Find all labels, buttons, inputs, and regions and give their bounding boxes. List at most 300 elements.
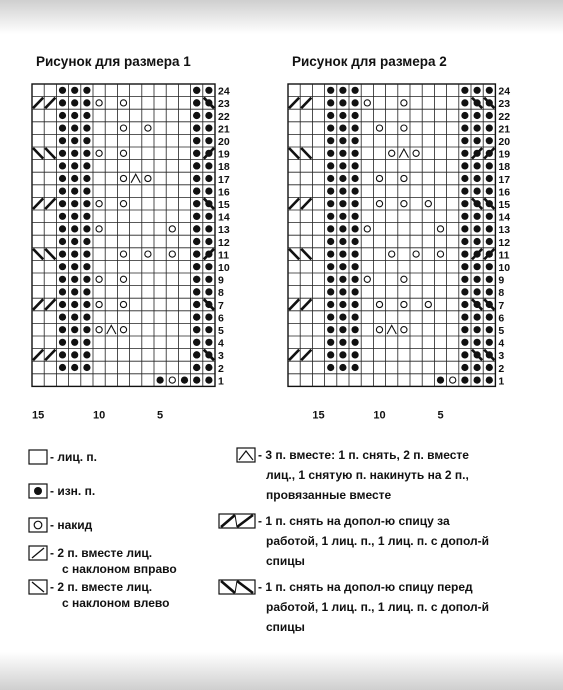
purl-stitch-mark	[461, 364, 468, 371]
purl-stitch-mark	[193, 364, 200, 371]
purl-stitch-mark	[83, 301, 90, 308]
purl-stitch-mark	[339, 351, 346, 358]
legend-cross-front	[218, 578, 558, 640]
purl-stitch-mark	[486, 137, 493, 144]
purl-stitch-mark	[486, 188, 493, 195]
purl-stitch-mark	[71, 99, 78, 106]
legend-k2tog-left-line1: - 2 п. вместе лиц.	[50, 580, 153, 594]
row-number-label: 24	[218, 85, 230, 98]
purl-stitch-mark	[71, 112, 78, 119]
purl-stitch-mark	[71, 263, 78, 270]
purl-stitch-mark	[339, 326, 346, 333]
purl-stitch-mark	[193, 188, 200, 195]
purl-stitch-mark	[205, 276, 212, 283]
purl-stitch-mark	[486, 238, 493, 245]
purl-stitch-mark	[352, 112, 359, 119]
purl-stitch-mark	[205, 188, 212, 195]
purl-stitch-mark	[437, 377, 444, 384]
purl-stitch-mark	[71, 200, 78, 207]
purl-stitch-mark	[83, 339, 90, 346]
chart-1-title: Рисунок для размера 1	[36, 54, 191, 69]
purl-stitch-mark	[461, 314, 468, 321]
row-number-label: 6	[498, 312, 505, 325]
purl-stitch-mark	[327, 351, 334, 358]
purl-stitch-mark	[339, 137, 346, 144]
cross-front-icon	[218, 579, 256, 595]
purl-stitch-mark	[474, 276, 481, 283]
purl-stitch-mark	[205, 162, 212, 169]
purl-stitch-mark	[486, 112, 493, 119]
purl-stitch-mark	[193, 99, 200, 106]
row-number-label: 13	[498, 224, 511, 237]
row-number-label: 11	[498, 249, 510, 262]
row-number-label: 12	[498, 236, 511, 249]
purl-stitch-mark	[486, 87, 493, 94]
purl-stitch-mark	[461, 301, 468, 308]
purl-stitch-mark	[157, 377, 164, 384]
legend-cross-back	[218, 512, 558, 574]
purl-stitch-mark	[193, 314, 200, 321]
purl-stitch-mark	[193, 150, 200, 157]
purl-stitch-mark	[461, 238, 468, 245]
purl-stitch-mark	[486, 162, 493, 169]
purl-stitch-mark	[474, 213, 481, 220]
row-number-label: 12	[218, 236, 230, 249]
purl-stitch-mark	[486, 175, 493, 182]
row-number-label: 18	[218, 161, 230, 174]
purl-stitch-mark	[193, 301, 200, 308]
purl-stitch-mark	[59, 225, 66, 232]
purl-stitch-mark	[327, 87, 334, 94]
purl-stitch-mark	[71, 301, 78, 308]
legend-k2tog-right-line2: с наклоном вправо	[62, 562, 177, 576]
row-number-label: 4	[218, 337, 224, 350]
purl-stitch-mark	[461, 263, 468, 270]
purl-stitch-mark	[486, 125, 493, 132]
purl-stitch-mark	[71, 276, 78, 283]
purl-stitch-mark	[181, 377, 188, 384]
purl-stitch-mark	[71, 150, 78, 157]
purl-stitch-mark	[327, 225, 334, 232]
legend-k2tog-right	[28, 544, 248, 580]
legend-k2tog-right-line1: - 2 п. вместе лиц.	[50, 546, 153, 560]
purl-stitch-mark	[193, 137, 200, 144]
purl-stitch-mark	[193, 162, 200, 169]
purl-stitch-mark	[352, 263, 359, 270]
purl-stitch-mark	[83, 137, 90, 144]
purl-stitch-mark	[339, 364, 346, 371]
purl-stitch-mark	[461, 125, 468, 132]
row-number-label: 9	[498, 274, 505, 287]
purl-stitch-mark	[327, 364, 334, 371]
purl-stitch-mark	[193, 288, 200, 295]
purl-stitch-mark	[83, 288, 90, 295]
purl-stitch-mark	[339, 87, 346, 94]
purl-stitch-mark	[339, 112, 346, 119]
purl-stitch-mark	[339, 225, 346, 232]
purl-stitch-mark	[339, 339, 346, 346]
purl-stitch-mark	[83, 175, 90, 182]
purl-stitch-mark	[474, 288, 481, 295]
purl-stitch-mark	[339, 288, 346, 295]
legend-purl-text: - изн. п.	[50, 484, 96, 498]
k2tog-right-slant-icon	[28, 545, 48, 561]
knit-stitch-icon	[28, 449, 48, 465]
row-number-label: 19	[498, 148, 511, 161]
column-tick-label: 5	[437, 409, 444, 422]
purl-stitch-mark	[352, 213, 359, 220]
purl-stitch-mark	[327, 238, 334, 245]
legend-knit	[28, 448, 248, 468]
purl-stitch-mark	[83, 99, 90, 106]
purl-stitch-mark	[327, 99, 334, 106]
legend-k3tog	[236, 446, 556, 502]
purl-stitch-mark	[205, 213, 212, 220]
row-number-label: 13	[218, 224, 230, 237]
purl-stitch-mark	[193, 377, 200, 384]
knitting-chart-size-2	[276, 82, 562, 422]
purl-stitch-mark	[59, 276, 66, 283]
purl-stitch-mark	[59, 200, 66, 207]
row-number-label: 15	[218, 199, 230, 211]
column-tick-label: 15	[31, 409, 45, 422]
purl-stitch-mark	[83, 326, 90, 333]
legend-cross-front-line2: работой, 1 лиц. п., 1 лиц. п. с допол-й	[266, 600, 490, 614]
row-number-label: 14	[218, 211, 230, 224]
purl-stitch-mark	[474, 225, 481, 232]
purl-stitch-mark	[461, 112, 468, 119]
purl-stitch-mark	[205, 87, 212, 94]
purl-stitch-mark	[83, 251, 90, 258]
purl-stitch-mark	[59, 99, 66, 106]
purl-stitch-mark	[59, 288, 66, 295]
purl-stitch-mark	[339, 175, 346, 182]
purl-stitch-mark	[71, 339, 78, 346]
purl-stitch-mark	[339, 251, 346, 258]
purl-stitch-mark	[59, 137, 66, 144]
purl-stitch-mark	[339, 314, 346, 321]
purl-stitch-mark	[71, 326, 78, 333]
row-number-label: 3	[498, 350, 505, 363]
purl-stitch-mark	[474, 175, 481, 182]
row-number-label: 4	[498, 337, 505, 350]
purl-stitch-mark	[59, 162, 66, 169]
purl-stitch-mark	[352, 301, 359, 308]
legend-k3tog-line1: - 3 п. вместе: 1 п. снять, 2 п. вместе	[258, 448, 469, 462]
row-number-label: 10	[218, 262, 230, 274]
purl-stitch-mark	[339, 301, 346, 308]
row-number-label: 1	[218, 375, 224, 388]
purl-stitch-mark	[59, 364, 66, 371]
purl-stitch-mark	[474, 125, 481, 132]
legend-k2tog-left-line2: с наклоном влево	[62, 596, 170, 610]
purl-stitch-mark	[83, 125, 90, 132]
purl-stitch-mark	[193, 112, 200, 119]
purl-stitch-mark	[193, 125, 200, 132]
purl-stitch-mark	[59, 301, 66, 308]
purl-stitch-mark	[474, 263, 481, 270]
purl-stitch-mark	[193, 175, 200, 182]
purl-stitch-mark	[352, 364, 359, 371]
purl-stitch-mark	[474, 364, 481, 371]
row-number-label: 14	[498, 211, 511, 224]
purl-stitch-mark	[352, 87, 359, 94]
purl-stitch-mark	[59, 238, 66, 245]
purl-stitch-mark	[461, 99, 468, 106]
purl-stitch-mark	[352, 326, 359, 333]
purl-stitch-mark	[193, 87, 200, 94]
column-tick-label: 10	[92, 409, 106, 422]
row-number-label: 5	[498, 325, 505, 337]
purl-stitch-mark	[486, 276, 493, 283]
purl-stitch-mark	[59, 351, 66, 358]
purl-stitch-mark	[474, 188, 481, 195]
purl-stitch-mark	[83, 112, 90, 119]
purl-stitch-mark	[193, 339, 200, 346]
row-number-label: 23	[218, 98, 230, 111]
row-number-label: 2	[218, 362, 224, 375]
purl-stitch-mark	[474, 339, 481, 346]
purl-stitch-mark	[352, 200, 359, 207]
purl-stitch-mark	[193, 263, 200, 270]
purl-stitch-mark	[461, 213, 468, 220]
purl-stitch-mark	[327, 276, 334, 283]
purl-stitch-mark	[352, 225, 359, 232]
purl-stitch-mark	[461, 137, 468, 144]
purl-stitch-mark	[339, 238, 346, 245]
purl-stitch-mark	[474, 137, 481, 144]
purl-stitch-mark	[339, 125, 346, 132]
row-number-label: 11	[218, 249, 230, 262]
purl-stitch-mark	[83, 314, 90, 321]
purl-stitch-mark	[59, 251, 66, 258]
row-number-label: 8	[498, 287, 505, 300]
purl-stitch-mark	[193, 326, 200, 333]
row-number-label: 15	[498, 199, 511, 211]
purl-stitch-mark	[83, 225, 90, 232]
purl-stitch-mark	[71, 251, 78, 258]
purl-stitch-mark	[352, 99, 359, 106]
bottom-shadow-band	[0, 652, 563, 690]
column-tick-label: 15	[312, 409, 325, 422]
purl-stitch-mark	[59, 112, 66, 119]
purl-stitch-mark	[83, 364, 90, 371]
purl-stitch-mark	[352, 162, 359, 169]
purl-stitch-mark	[486, 339, 493, 346]
purl-stitch-mark	[474, 112, 481, 119]
top-shadow-band	[0, 0, 563, 34]
purl-stitch-mark	[352, 188, 359, 195]
purl-stitch-mark	[59, 263, 66, 270]
purl-stitch-mark	[327, 263, 334, 270]
purl-stitch-mark	[474, 162, 481, 169]
purl-stitch-mark	[352, 251, 359, 258]
purl-stitch-mark	[59, 125, 66, 132]
purl-stitch-mark	[339, 99, 346, 106]
legend-cross-front-line1: - 1 п. снять на допол-ю спицу перед	[258, 580, 473, 594]
row-number-label: 24	[498, 85, 511, 98]
purl-stitch-mark	[205, 225, 212, 232]
purl-stitch-mark	[474, 326, 481, 333]
purl-stitch-mark	[339, 188, 346, 195]
legend-yarn-over	[28, 516, 248, 536]
purl-stitch-mark	[193, 276, 200, 283]
row-number-label: 20	[498, 136, 511, 148]
purl-stitch-mark	[461, 251, 468, 258]
row-number-label: 16	[498, 186, 511, 199]
purl-stitch-mark	[59, 150, 66, 157]
purl-stitch-mark	[474, 238, 481, 245]
purl-stitch-mark	[71, 238, 78, 245]
legend-k3tog-line3: провязанные вместе	[266, 488, 392, 502]
legend-cross-front-line3: спицы	[266, 620, 305, 634]
purl-stitch-mark	[83, 150, 90, 157]
row-number-label: 2	[498, 362, 505, 375]
purl-stitch-mark	[461, 288, 468, 295]
row-number-label: 18	[498, 161, 511, 174]
purl-stitch-mark	[59, 213, 66, 220]
purl-stitch-mark	[205, 238, 212, 245]
row-number-label: 21	[218, 123, 230, 136]
k2tog-left-slant-icon	[28, 579, 48, 595]
purl-stitch-mark	[486, 364, 493, 371]
purl-stitch-mark	[474, 87, 481, 94]
purl-stitch-mark	[83, 238, 90, 245]
purl-stitch-mark	[205, 137, 212, 144]
row-number-label: 17	[218, 173, 230, 186]
knitting-chart-size-1	[20, 82, 270, 422]
purl-stitch-mark	[474, 314, 481, 321]
purl-stitch-mark	[486, 326, 493, 333]
row-number-label: 7	[218, 299, 224, 312]
purl-stitch-mark	[352, 351, 359, 358]
purl-stitch-mark	[339, 276, 346, 283]
purl-stitch-mark	[486, 213, 493, 220]
column-tick-label: 10	[373, 409, 386, 422]
purl-stitch-mark	[339, 150, 346, 157]
purl-stitch-mark	[486, 314, 493, 321]
k3tog-icon	[236, 447, 256, 463]
purl-stitch-mark	[327, 200, 334, 207]
purl-stitch-mark	[461, 188, 468, 195]
purl-stitch-mark	[352, 175, 359, 182]
purl-stitch-mark	[352, 125, 359, 132]
purl-stitch-mark	[71, 225, 78, 232]
purl-stitch-mark	[486, 263, 493, 270]
purl-stitch-mark	[205, 175, 212, 182]
purl-stitch-mark	[83, 263, 90, 270]
purl-stitch-mark	[193, 351, 200, 358]
legend-cross-back-line2: работой, 1 лиц. п., 1 лиц. п. с допол-й	[266, 534, 490, 548]
purl-stitch-mark	[205, 263, 212, 270]
purl-stitch-mark	[71, 314, 78, 321]
purl-stitch-mark	[59, 339, 66, 346]
legend-yarn-over-text: - накид	[50, 518, 93, 532]
purl-stitch-mark	[193, 200, 200, 207]
row-number-label: 9	[218, 274, 224, 287]
purl-stitch-mark	[327, 162, 334, 169]
purl-stitch-mark	[205, 112, 212, 119]
purl-stitch-mark	[71, 213, 78, 220]
purl-stitch-mark	[71, 351, 78, 358]
purl-stitch-mark	[205, 377, 212, 384]
legend-knit-text: - лиц. п.	[50, 450, 97, 464]
purl-stitch-mark	[327, 301, 334, 308]
purl-stitch-mark	[461, 326, 468, 333]
purl-stitch-mark	[205, 288, 212, 295]
purl-stitch-mark	[59, 175, 66, 182]
row-number-label: 22	[498, 110, 511, 123]
purl-stitch-mark	[327, 326, 334, 333]
row-number-label: 17	[498, 173, 511, 186]
row-number-label: 22	[218, 110, 230, 123]
purl-stitch-mark	[352, 314, 359, 321]
purl-stitch-mark	[352, 137, 359, 144]
purl-stitch-mark	[205, 314, 212, 321]
legend-k3tog-line2: лиц., 1 снятую п. накинуть на 2 п.,	[266, 468, 469, 482]
purl-stitch-mark	[461, 339, 468, 346]
row-number-label: 7	[498, 299, 505, 312]
purl-stitch-mark	[205, 364, 212, 371]
row-number-label: 6	[218, 312, 224, 325]
yarn-over-icon	[28, 517, 48, 533]
purl-stitch-mark	[327, 288, 334, 295]
purl-stitch-mark	[461, 175, 468, 182]
row-number-label: 1	[498, 375, 505, 388]
purl-stitch-mark	[193, 225, 200, 232]
purl-stitch-mark	[327, 175, 334, 182]
purl-stitch-mark	[83, 162, 90, 169]
purl-stitch-mark	[83, 276, 90, 283]
purl-stitch-mark	[327, 339, 334, 346]
row-number-label: 8	[218, 287, 224, 300]
purl-stitch-mark	[352, 288, 359, 295]
chart-2-title: Рисунок для размера 2	[292, 54, 447, 69]
purl-stitch-mark	[486, 377, 493, 384]
purl-stitch-mark	[71, 364, 78, 371]
purl-stitch-mark	[327, 188, 334, 195]
purl-stitch-mark	[71, 87, 78, 94]
purl-stitch-mark	[71, 137, 78, 144]
purl-stitch-mark	[461, 276, 468, 283]
purl-stitch-mark	[59, 314, 66, 321]
purl-stitch-mark	[59, 326, 66, 333]
purl-stitch-mark	[327, 251, 334, 258]
purl-stitch-mark	[205, 125, 212, 132]
row-number-label: 16	[218, 186, 230, 199]
legend-purl	[28, 482, 248, 502]
purl-stitch-mark	[339, 200, 346, 207]
purl-stitch-mark	[193, 213, 200, 220]
purl-stitch-mark	[71, 188, 78, 195]
purl-stitch-mark	[83, 87, 90, 94]
row-number-label: 19	[218, 148, 230, 161]
row-number-label: 21	[498, 123, 511, 136]
purl-stitch-mark	[193, 238, 200, 245]
row-number-label: 3	[218, 350, 224, 363]
cross-back-icon	[218, 513, 256, 529]
purl-stitch-mark	[461, 351, 468, 358]
purl-stitch-mark	[205, 326, 212, 333]
purl-stitch-mark	[205, 339, 212, 346]
purl-stitch-mark	[461, 87, 468, 94]
column-tick-label: 5	[157, 409, 164, 422]
purl-stitch-mark	[71, 162, 78, 169]
row-number-label: 23	[498, 98, 511, 111]
purl-stitch-mark	[71, 125, 78, 132]
purl-stitch-mark	[83, 188, 90, 195]
purl-stitch-mark	[327, 213, 334, 220]
